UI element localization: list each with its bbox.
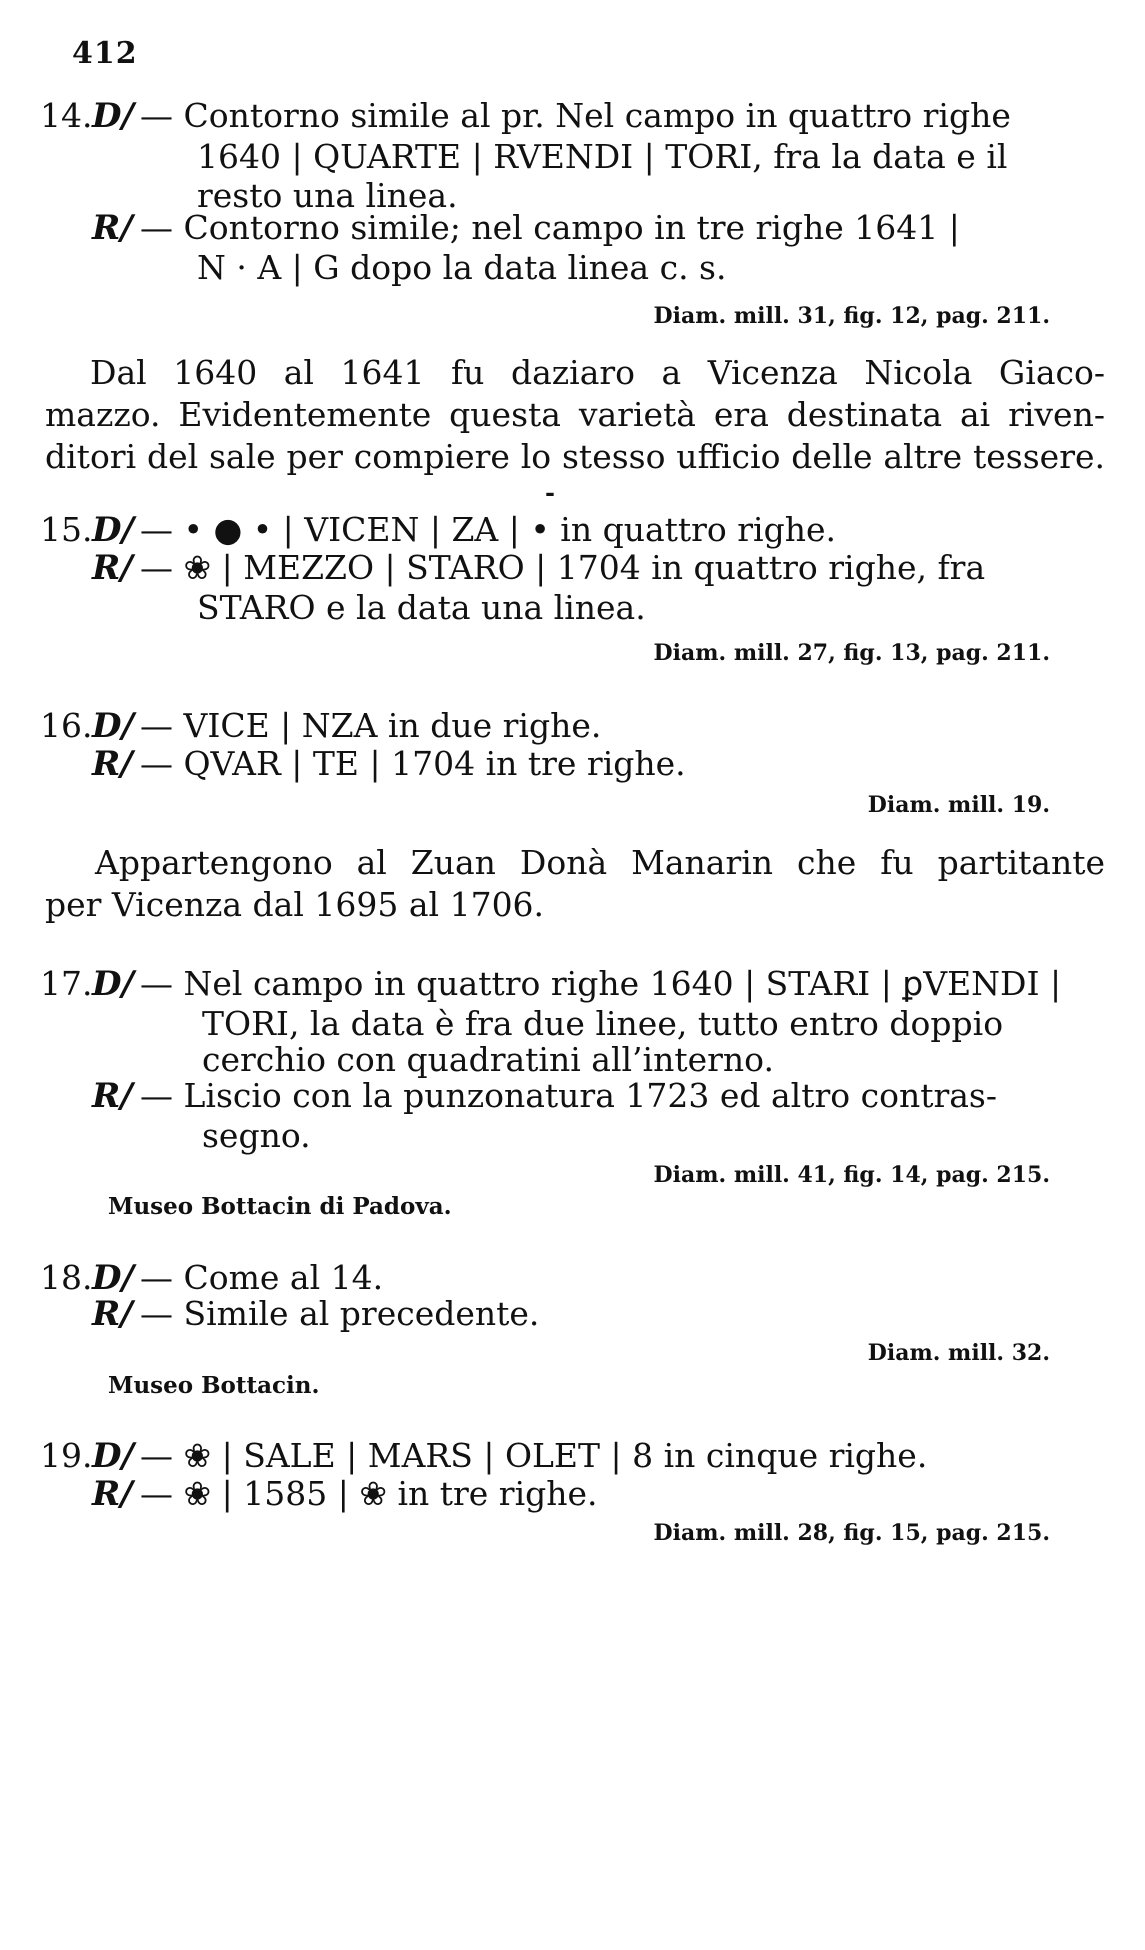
reverse-symbol: R/ [92,208,133,248]
entry-line: STARO e la data una linea. [197,588,646,627]
paragraph-line: Appartengono al Zuan Donà Manarin che fu partitante [95,843,1105,882]
entry-line: resto una linea. [197,176,458,215]
obverse-symbol: D/ [92,1436,134,1476]
reverse-symbol: R/ [92,1076,133,1116]
diameter-reference: Diam. mill. 41, fig. 14, pag. 215. [653,1162,1050,1188]
paragraph-line: ditori del sale per compiere lo stesso ufficio delle altre tessere. [45,437,1105,476]
entry-line: — • ● • | VICEN | ZA | • in quattro righe. [140,510,837,549]
entry-line: — Come al 14. [140,1258,384,1297]
diameter-reference: Diam. mill. 31, fig. 12, pag. 211. [653,303,1050,329]
entry-line: — Contorno simile; nel campo in tre righe 1641 | [140,208,960,247]
entry-line: cerchio con quadratini all’interno. [202,1040,774,1079]
obverse-symbol: D/ [92,510,134,550]
reverse-symbol: R/ [92,548,133,588]
obverse-symbol: D/ [92,96,134,136]
stray-mark: - [545,478,555,507]
entry-line: — Contorno simile al pr. Nel campo in quattro righe [140,96,1011,135]
entry-line: segno. [202,1116,311,1155]
entry-number: 18. [40,1258,93,1297]
entry-line: — Liscio con la punzonatura 1723 ed altro contras- [140,1076,998,1115]
entry-line: — Simile al precedente. [140,1294,540,1333]
entry-number: 16. [40,706,93,745]
entry-line: — Nel campo in quattro righe 1640 | STARI | ꝑVENDI | [140,964,1062,1003]
page-number: 412 [72,36,138,71]
entry-line: 1640 | QUARTE | RVENDI | TORI, fra la data e il [197,137,1008,176]
museum-reference: Museo Bottacin. [108,1372,320,1399]
paragraph-line: per Vicenza dal 1695 al 1706. [45,885,545,924]
entry-line: — VICE | NZA in due righe. [140,706,602,745]
diameter-reference: Diam. mill. 19. [867,792,1050,818]
entry-number: 15. [40,510,93,549]
reverse-symbol: R/ [92,744,133,784]
entry-line: — ❀ | 1585 | ❀ in tre righe. [140,1474,598,1513]
diameter-reference: Diam. mill. 28, fig. 15, pag. 215. [653,1520,1050,1546]
paragraph-line: Dal 1640 al 1641 fu daziaro a Vicenza Nicola Giaco- [90,353,1105,392]
entry-line: — QVAR | TE | 1704 in tre righe. [140,744,686,783]
diameter-reference: Diam. mill. 32. [867,1340,1050,1366]
entry-line: — ❀ | MEZZO | STARO | 1704 in quattro righe, fra [140,548,986,587]
obverse-symbol: D/ [92,706,134,746]
obverse-symbol: D/ [92,964,134,1004]
obverse-symbol: D/ [92,1258,134,1298]
museum-reference: Museo Bottacin di Padova. [108,1193,452,1220]
entry-number: 19. [40,1436,93,1475]
commentary-paragraph [45,842,1105,926]
entry-line: TORI, la data è fra due linee, tutto entro doppio [202,1004,1004,1043]
diameter-reference: Diam. mill. 27, fig. 13, pag. 211. [653,640,1050,666]
paragraph-line: mazzo. Evidentemente questa varietà era destinata ai riven- [45,395,1105,434]
entry-number: 14. [40,96,93,135]
reverse-symbol: R/ [92,1294,133,1334]
commentary-paragraph [45,352,1105,478]
entry-line: — ❀ | SALE | MARS | OLET | 8 in cinque righe. [140,1436,928,1475]
entry-line: N · A | G dopo la data linea c. s. [197,248,727,287]
entry-number: 17. [40,964,93,1003]
reverse-symbol: R/ [92,1474,133,1514]
